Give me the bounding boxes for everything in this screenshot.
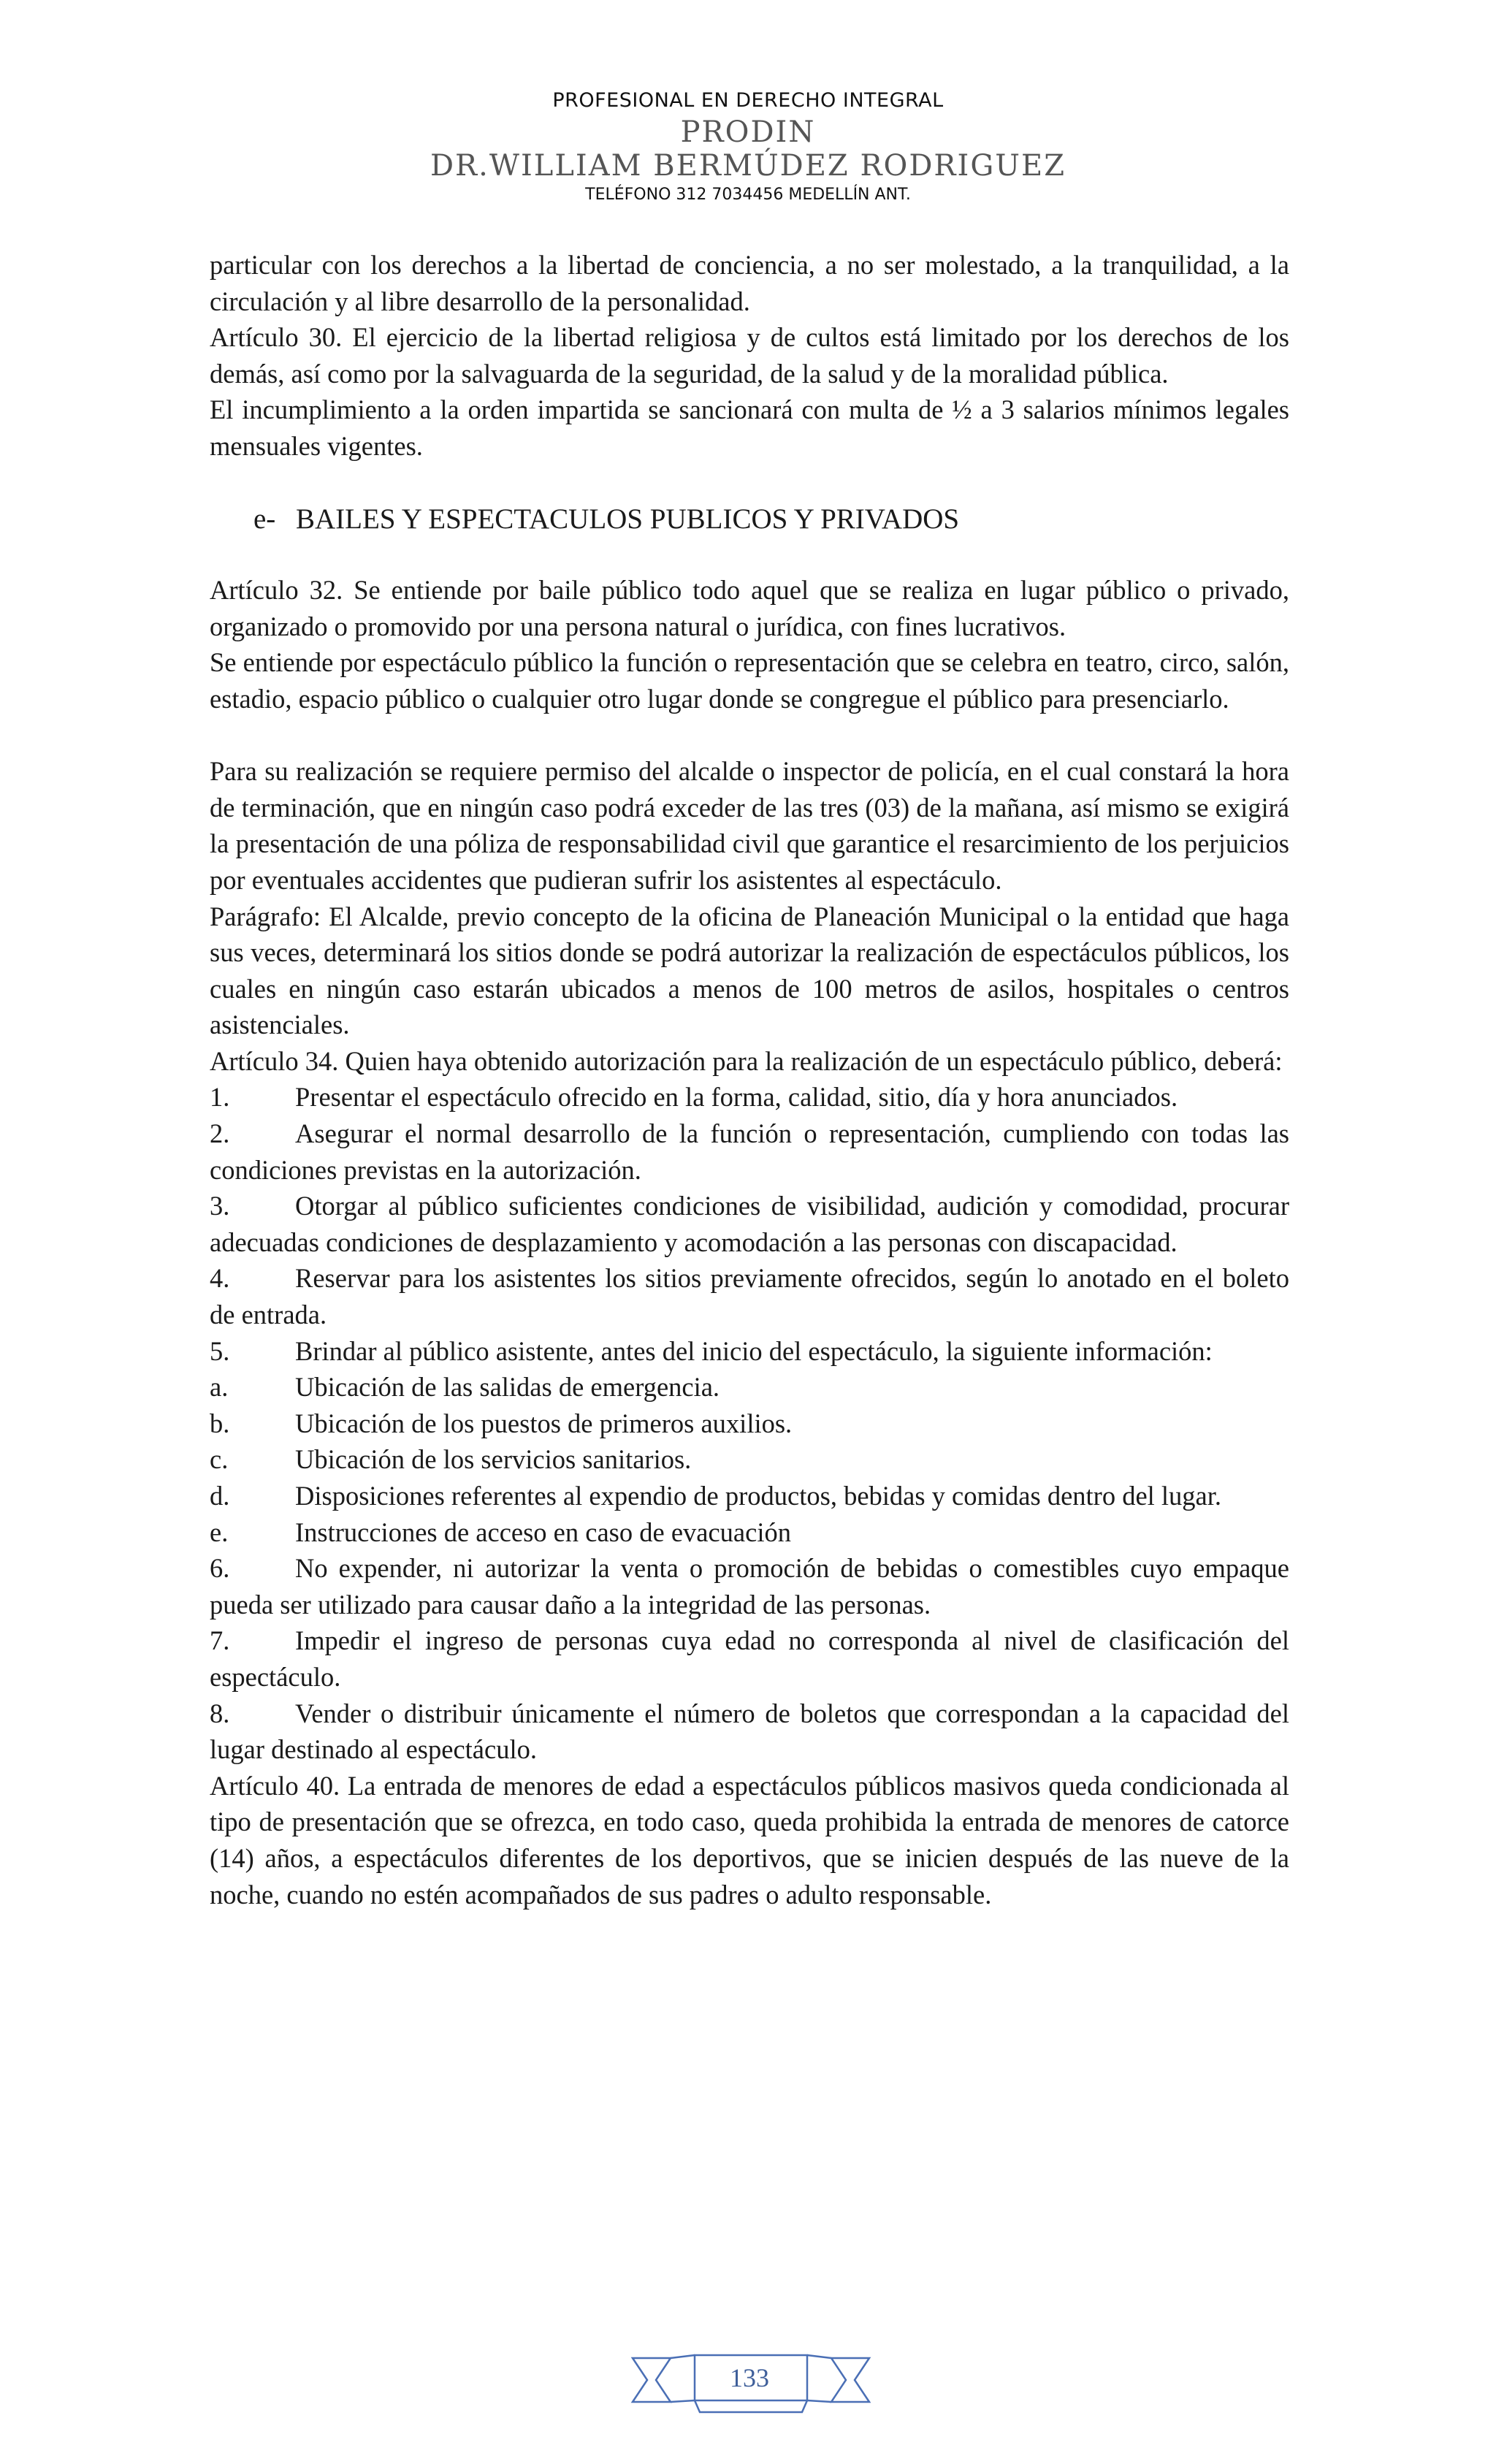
- letterhead-acronym: PRODIN: [680, 115, 816, 149]
- list-item-text: Instrucciones de acceso en caso de evacuación: [295, 1517, 791, 1547]
- list-item-number: d.: [210, 1481, 230, 1511]
- list-item: [210, 1441, 1289, 1478]
- page-number: 133: [730, 2363, 769, 2392]
- list-item: [210, 1622, 1289, 1695]
- list-item: [210, 1550, 1289, 1622]
- list-item-number: 7.: [210, 1625, 230, 1656]
- list-item-number: 4.: [210, 1263, 230, 1294]
- list-item: [210, 1369, 1289, 1405]
- list-item-number: 1.: [210, 1082, 230, 1113]
- list-item-text: Ubicación de las salidas de emergencia.: [295, 1372, 720, 1403]
- list-item-text: Impedir el ingreso de personas cuya edad no corresponda al nivel de clasificación del espectáculo.: [210, 1625, 1289, 1692]
- page-number-ribbon: [627, 2345, 875, 2418]
- paragraph: Para su realización se requiere permiso del alcalde o inspector de policía, en el cual constará la hora de terminación, que en ningún caso podrá exceder de las tres (03) de la mañana, así mismo se exigirá la presentación de una póliza de responsabilidad civil que garantice el resarcimiento de los perjuicios por eventuales accidentes que pudieran sufrir los asistentes al espectáculo.: [210, 756, 1289, 895]
- paragraph-articulo-34: Artículo 34. Quien haya obtenido autorización para la realización de un espectáculo público, deberá:: [210, 1045, 1283, 1076]
- list-item-text: No expender, ni autorizar la venta o promoción de bebidas o comestibles cuyo empaque pueda ser utilizado para causar daño a la integridad de las personas.: [210, 1553, 1289, 1620]
- list-item-text: Vender o distribuir únicamente el número de boletos que correspondan a la capacidad del lugar destinado al espectáculo.: [210, 1698, 1289, 1765]
- list-item: [210, 1405, 1289, 1442]
- list-item-number: 8.: [210, 1698, 230, 1728]
- list-item-number: 6.: [210, 1553, 230, 1584]
- paragraph-paragrafo: Parágrafo: El Alcalde, previo concepto de la oficina de Planeación Municipal o la entidad que haga sus veces, determinará los sitios donde se podrá autorizar la realización de espectáculos públicos, los cuales en ningún caso estarán ubicados a menos de 100 metros de asilos, hospitales o centros asistenciales.: [210, 901, 1289, 1040]
- section-marker: e-: [253, 503, 276, 535]
- list-item: [210, 1478, 1289, 1514]
- list-item-text: Reservar para los asistentes los sitios previamente ofrecidos, según lo anotado en el boleto de entrada.: [210, 1263, 1289, 1330]
- list-item-number: 3.: [210, 1191, 230, 1221]
- letterhead: [0, 86, 1496, 207]
- section-heading-text: BAILES Y ESPECTACULOS PUBLICOS Y PRIVADOS: [296, 503, 960, 535]
- list-item-text: Presentar el espectáculo ofrecido en la forma, calidad, sitio, día y hora anunciados.: [295, 1082, 1178, 1113]
- list-item: [210, 1696, 1289, 1768]
- list-item: [210, 1260, 1289, 1332]
- list-item-text: Ubicación de los puestos de primeros auxilios.: [295, 1408, 793, 1438]
- paragraph-articulo-32: Artículo 32. Se entiende por baile público todo aquel que se realiza en lugar público o privado, organizado o promovido por una persona natural o jurídica, con fines lucrativos.: [210, 575, 1289, 641]
- list-item: [210, 1188, 1289, 1260]
- paragraph-articulo-30: Artículo 30. El ejercicio de la libertad religiosa y de cultos está limitado por los derechos de los demás, así como por la salvaguarda de la seguridad, de la salud y de la moralidad pública.: [210, 322, 1289, 389]
- letterhead-name: DR.WILLIAM BERMÚDEZ RODRIGUEZ: [430, 149, 1066, 183]
- list-item-text: Otorgar al público suficientes condiciones de visibilidad, audición y comodidad, procurar adecuadas condiciones de desplazamiento y acomodación a las personas con discapacidad.: [210, 1191, 1289, 1257]
- list-item: [210, 1514, 1289, 1551]
- list-item: [210, 1333, 1289, 1370]
- list-item: [210, 1079, 1289, 1115]
- letterhead-phone: TELÉFONO 312 7034456 MEDELLÍN ANT.: [585, 186, 911, 204]
- paragraph: El incumplimiento a la orden impartida se sancionará con multa de ½ a 3 salarios mínimos legales mensuales vigentes.: [210, 394, 1289, 461]
- section-heading: [210, 500, 1289, 538]
- list-item-text: Ubicación de los servicios sanitarios.: [295, 1444, 692, 1475]
- list-item-number: e.: [210, 1517, 229, 1547]
- list-item-number: c.: [210, 1444, 229, 1475]
- list-item-number: b.: [210, 1408, 230, 1438]
- document-body: [210, 247, 1289, 1912]
- numbered-list: [210, 1079, 1289, 1767]
- paragraph: particular con los derechos a la libertad de conciencia, a no ser molestado, a la tranquilidad, a la circulación y al libre desarrollo de la personalidad.: [210, 250, 1289, 316]
- list-item-number: a.: [210, 1372, 229, 1403]
- paragraph-articulo-40: Artículo 40. La entrada de menores de edad a espectáculos públicos masivos queda condicionada al tipo de presentación que se ofrezca, en todo caso, queda prohibida la entrada de menores de catorce (14) años, a espectáculos diferentes de los deportivos, que se inicien después de las nueve de la noche, cuando no estén acompañados de sus padres o adulto responsable.: [210, 1770, 1289, 1910]
- list-item: [210, 1115, 1289, 1188]
- list-item-text: Brindar al público asistente, antes del inicio del espectáculo, la siguiente información:: [295, 1335, 1213, 1366]
- list-item-number: 2.: [210, 1118, 230, 1149]
- list-item-number: 5.: [210, 1335, 230, 1366]
- list-item-text: Disposiciones referentes al expendio de productos, bebidas y comidas dentro del lugar.: [295, 1481, 1222, 1511]
- list-item-text: Asegurar el normal desarrollo de la función o representación, cumpliendo con todas las condiciones previstas en la autorización.: [210, 1118, 1289, 1185]
- paragraph: Se entiende por espectáculo público la función o representación que se celebra en teatro, circo, salón, estadio, espacio público o cualquier otro lugar donde se congregue el público para presenciarlo.: [210, 647, 1289, 714]
- letterhead-title: PROFESIONAL EN DERECHO INTEGRAL: [552, 89, 944, 112]
